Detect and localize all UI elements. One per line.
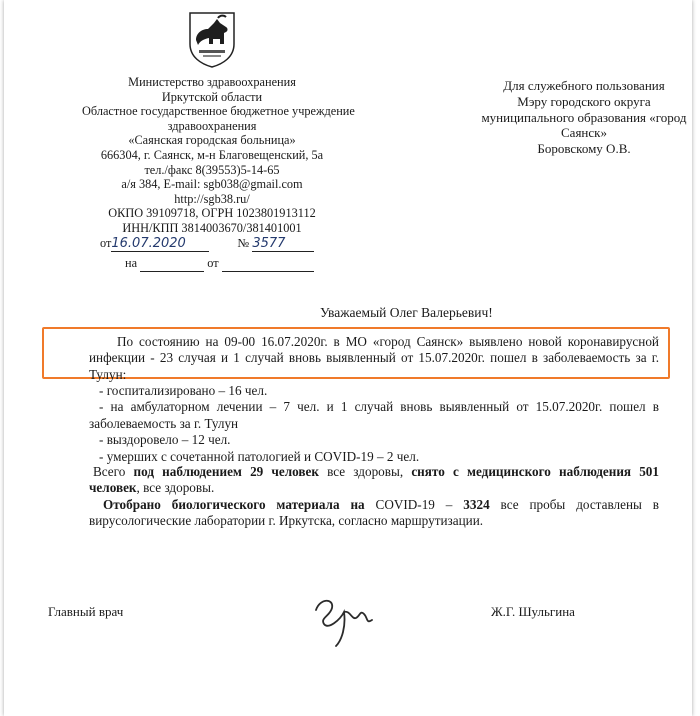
outgoing-number: 3577: [252, 236, 286, 251]
bold-run: Отобрано биологического материала на: [103, 497, 365, 512]
recipient-line: муниципального образования «город: [481, 109, 687, 125]
recipient-line: Боровскому О.В.: [537, 141, 631, 157]
outgoing-date-field: [111, 236, 209, 252]
sender-line: ИНН/КПП 3814003670/381401001: [122, 220, 302, 235]
bullet-list: [89, 383, 659, 465]
letter-page: [4, 0, 692, 716]
text-run: COVID-19 –: [364, 497, 464, 512]
signatory-position: Главный врач: [48, 604, 124, 619]
body-paragraph-3: [89, 497, 659, 530]
registration-line: [100, 236, 314, 252]
recipient-line: Саянск»: [561, 125, 607, 141]
bullet-item: - выздоровело – 12 чел.: [99, 432, 231, 448]
bold-run: снято с медицинского наблюдения 501 человек: [89, 464, 659, 496]
sender-line: Областное государственное бюджетное учреждение: [82, 104, 355, 119]
incoming-number-field: [140, 256, 204, 272]
sender-line: ОКПО 39109718, ОГРН 1023801913112: [108, 206, 316, 221]
sender-line: здравоохранения: [167, 118, 257, 133]
salutation: Уважаемый Олег Валерьевич!: [320, 305, 493, 320]
bold-run: 3324: [463, 497, 490, 512]
coat-of-arms-icon: [187, 10, 237, 68]
recipient-line: Мэру городского округа: [517, 93, 651, 109]
text-run: , все здоровы.: [136, 480, 215, 496]
sender-line: 666304, г. Саянск, м-н Благовещенский, 5а: [100, 147, 324, 162]
sender-line: а/я 384, E-mail: sgb038@gmail.com: [121, 177, 303, 192]
outgoing-date: 16.07.2020: [111, 236, 186, 251]
paragraph-text: [89, 497, 659, 530]
signature-icon: [310, 590, 380, 650]
signatory-name: Ж.Г. Шульгина: [491, 604, 575, 619]
on-label: на: [125, 256, 138, 270]
number-label: №: [237, 236, 250, 250]
bullet-item: - умерших с сочетанной патологией и COVID-19 – 2 чел.: [99, 448, 420, 464]
sender-line: «Саянская городская больница»: [128, 133, 296, 148]
recipient-line: Для служебного пользования: [503, 78, 665, 93]
outgoing-number-field: [252, 236, 314, 252]
body-paragraph-1: [89, 334, 659, 383]
from-label: от: [100, 236, 112, 250]
sender-line: http://sgb38.ru/: [174, 191, 250, 206]
text-run: все здоровы,: [318, 464, 412, 479]
recipient-block: [474, 78, 694, 157]
text-run: все пробы доставлены в вирусологические лаборатории г. Иркутска, согласно маршрутизации.: [89, 497, 659, 529]
text-run: Всего: [93, 464, 134, 479]
sender-block: [82, 75, 355, 236]
sender-line: Министерство здравоохранения: [128, 75, 296, 89]
from2-label: от: [207, 256, 219, 270]
paragraph-text: [89, 464, 659, 497]
incoming-registration-line: [125, 256, 314, 272]
bold-run: под наблюдением 29 человек: [133, 464, 319, 479]
incoming-date-field: [222, 256, 314, 272]
sender-line: Иркутской области: [161, 89, 263, 104]
bullet-item: - госпитализировано – 16 чел.: [99, 383, 268, 398]
paragraph-text: По состоянию на 09-00 16.07.2020г. в МО «город Саянск» выявлено новой коронавирусной инфекции - 23 случая и 1 случай вновь выявленный от 15.07.2020г. пошел в заболеваемость за г. Тулун:: [89, 334, 659, 382]
body-paragraph-2: [89, 464, 659, 497]
bullet-item: - на амбулаторном лечении – 7 чел. и 1 случай вновь выявленный от 15.07.2020г. пошел в заболеваемость за г. Тулун: [89, 399, 659, 431]
sender-line: тел./факс 8(39553)5-14-65: [144, 162, 280, 177]
